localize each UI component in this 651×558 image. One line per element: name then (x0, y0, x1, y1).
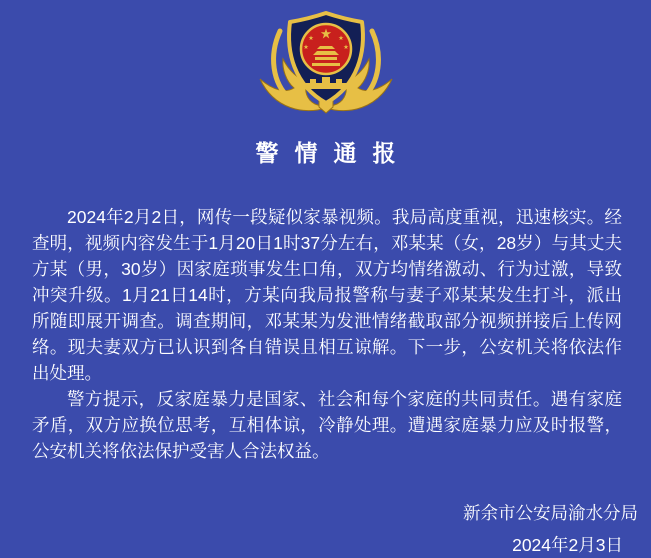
signature-agency: 新余市公安局渝水分局 (463, 503, 638, 523)
notice-paragraph: 警方提示，反家庭暴力是国家、社会和每个家庭的共同责任。遇有家庭矛盾，双方应换位思考，互相体谅，冷静处理。遭遇家庭暴力应及时报警，公安机关将依法保护受害人合法权益。 (32, 389, 622, 461)
signature-block (0, 500, 651, 558)
notice-body (32, 204, 622, 464)
china-police-badge-icon (256, 5, 396, 124)
notice-paragraph: 2024年2月2日，网传一段疑似家暴视频。我局高度重视，迅速核实。经查明，视频内容发生于1月20日1时37分左右，邓某某（女，28岁）与其丈夫方某（男，30岁）因家庭琐事发生口角，双方均情绪激动、行为过激，导致冲突升级。1月21日14时，方某向我局报警称与妻子邓某某发生打斗，派出所随即展开调查。调查期间，邓某某为发泄情绪截取部分视频拼接后上传网络。现夫妻双方已认识到各自错误且相互谅解。下一步，公安机关将依法作出处理。 (32, 207, 622, 383)
notice-title: 警情通报 (255, 140, 412, 166)
emblem-container (0, 0, 651, 124)
signature-date: 2024年2月3日 (512, 535, 623, 555)
